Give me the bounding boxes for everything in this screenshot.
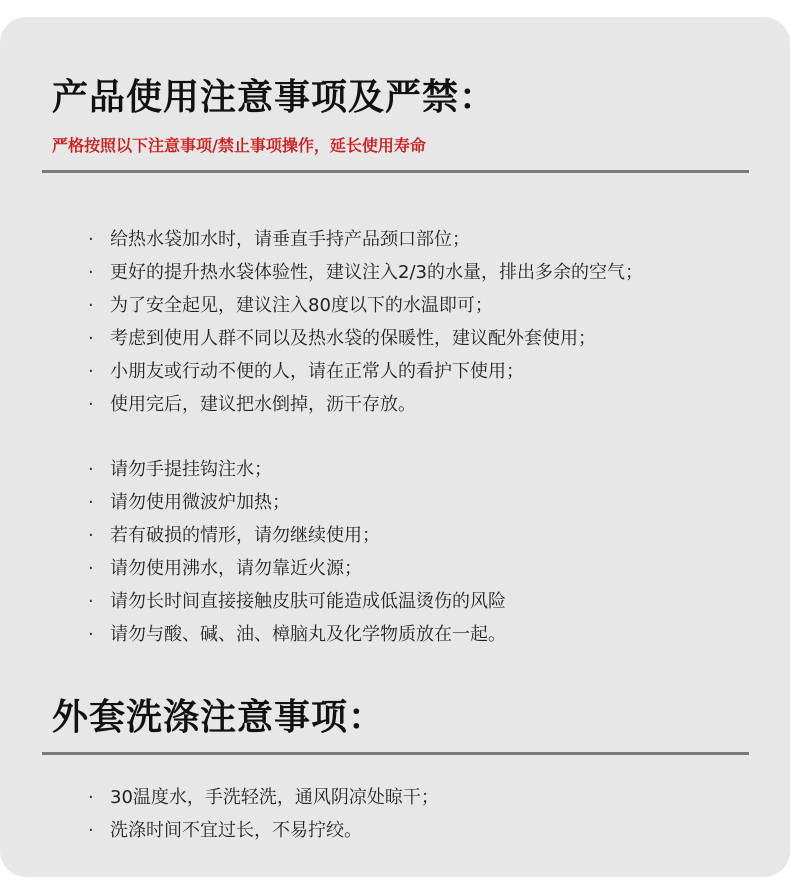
list-item-text: 请勿使用沸水，请勿靠近火源；	[110, 558, 362, 579]
bullet: ·	[88, 591, 94, 612]
list-item-text: 请勿长时间直接接触皮肤可能造成低温烫伤的风险	[110, 591, 506, 612]
list-item-text: 若有破损的情形，请勿继续使用；	[110, 525, 380, 546]
bullet: ·	[88, 558, 94, 579]
list-item	[88, 486, 506, 519]
usage-precautions-subtitle: 严格按照以下注意事项/禁止事项操作，延长使用寿命	[52, 136, 426, 155]
bullet: ·	[88, 361, 94, 382]
bullet: ·	[88, 328, 94, 349]
usage-precautions-title: 产品使用注意事项及严禁：	[52, 77, 497, 118]
bullet: ·	[88, 262, 94, 283]
bullet: ·	[88, 624, 94, 645]
list-item	[88, 519, 506, 552]
instructions-card	[0, 17, 790, 877]
list-item-text: 请勿与酸、碱、油、樟脑丸及化学物质放在一起。	[110, 624, 506, 645]
bullet: ·	[88, 295, 94, 316]
list-item-text: 洗涤时间不宜过长，不易拧绞。	[110, 820, 362, 841]
list-item-text: 给热水袋加水时，请垂直手持产品颈口部位；	[110, 229, 470, 250]
list-item	[88, 453, 506, 486]
list-item	[88, 814, 439, 847]
list-item	[88, 585, 506, 618]
washing-precautions-title: 外套洗涤注意事项：	[52, 697, 386, 738]
bullet: ·	[88, 459, 94, 480]
list-item	[88, 223, 643, 256]
bullet: ·	[88, 394, 94, 415]
list-item-text: 30温度水，手洗轻洗，通风阴凉处晾干；	[110, 787, 439, 808]
list-item-text: 使用完后，建议把水倒掉，沥干存放。	[110, 394, 416, 415]
usage-notes-list	[88, 223, 643, 421]
list-item-text: 请勿手提挂钩注水；	[110, 459, 272, 480]
list-item-text: 为了安全起见，建议注入80度以下的水温即可；	[110, 295, 493, 316]
washing-list	[88, 781, 439, 847]
list-item	[88, 256, 643, 289]
bullet: ·	[88, 229, 94, 250]
list-item	[88, 618, 506, 651]
bullet: ·	[88, 787, 94, 808]
list-item	[88, 552, 506, 585]
list-item-text: 小朋友或行动不便的人，请在正常人的看护下使用；	[110, 361, 524, 382]
prohibitions-list	[88, 453, 506, 651]
list-item	[88, 388, 643, 421]
list-item-text: 更好的提升热水袋体验性，建议注入2/3的水量，排出多余的空气；	[110, 262, 643, 283]
list-item	[88, 289, 643, 322]
list-item	[88, 355, 643, 388]
bullet: ·	[88, 492, 94, 513]
section-divider	[42, 170, 749, 173]
list-item	[88, 322, 643, 355]
section-divider	[42, 752, 749, 755]
list-item	[88, 781, 439, 814]
bullet: ·	[88, 525, 94, 546]
list-item-text: 考虑到使用人群不同以及热水袋的保暖性，建议配外套使用；	[110, 328, 596, 349]
bullet: ·	[88, 820, 94, 841]
list-item-text: 请勿使用微波炉加热；	[110, 492, 290, 513]
